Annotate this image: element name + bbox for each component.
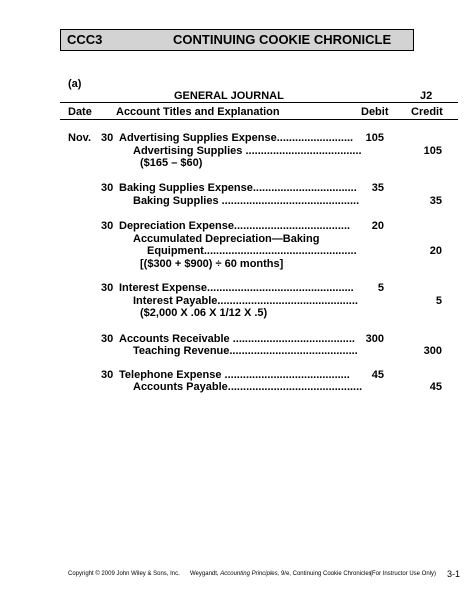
column-date: Date <box>68 106 92 118</box>
credit-account: Accumulated Depreciation—Baking <box>133 233 320 245</box>
header-rule-top <box>60 102 458 103</box>
column-debit: Debit <box>361 106 389 118</box>
credit-amount: 20 <box>429 245 442 257</box>
footer-citation <box>190 571 372 577</box>
credit-amount: 35 <box>429 195 442 207</box>
entry-month: Nov. <box>68 132 92 144</box>
debit-account: Advertising Supplies Expense......................... <box>119 132 354 144</box>
credit-amount: 300 <box>423 345 442 357</box>
column-account: Account Titles and Explanation <box>116 106 280 118</box>
footer-note: (For Instructor Use Only) <box>370 571 437 577</box>
credit-account: Interest Payable.............................................. <box>133 295 358 307</box>
entry-day: 30 <box>101 282 114 294</box>
column-credit: Credit <box>411 106 443 118</box>
entry-explanation: [($300 + $900) ÷ 60 months] <box>140 258 284 270</box>
footer-author: Weygandt, <box>190 571 219 577</box>
debit-amount: 300 <box>365 333 384 345</box>
entry-day: 30 <box>101 220 114 232</box>
journal-title: GENERAL JOURNAL <box>174 90 284 102</box>
debit-amount: 35 <box>371 182 384 194</box>
debit-account: Depreciation Expense...................................... <box>119 220 351 232</box>
header-code: CCC3 <box>67 32 103 47</box>
credit-account: Accounts Payable............................................ <box>133 381 363 393</box>
credit-amount: 45 <box>429 381 442 393</box>
entry-day: 30 <box>101 182 114 194</box>
credit-account: Advertising Supplies ...................................... <box>133 145 362 157</box>
debit-account: Interest Expense................................................ <box>119 282 354 294</box>
page-number: 3-1 <box>447 569 461 579</box>
credit-account: Teaching Revenue.......................................... <box>133 345 358 357</box>
credit-amount: 105 <box>423 145 442 157</box>
credit-account: Baking Supplies ............................................. <box>133 195 360 207</box>
debit-amount: 20 <box>371 220 384 232</box>
entry-day: 30 <box>101 369 114 381</box>
header-rule-bottom <box>60 119 458 120</box>
entry-day: 30 <box>101 333 114 345</box>
footer-edition: 9/e, Continuing Cookie Chronicles <box>280 571 372 577</box>
debit-account: Accounts Receivable ........................................ <box>119 333 355 345</box>
footer-copyright: Copyright © 2009 John Wiley & Sons, Inc. <box>68 571 180 577</box>
debit-account: Telephone Expense ......................................... <box>119 369 350 381</box>
header-title: CONTINUING COOKIE CHRONICLE <box>173 32 392 47</box>
debit-amount: 45 <box>371 369 384 381</box>
debit-amount: 105 <box>365 132 384 144</box>
debit-account: Baking Supplies Expense.................................. <box>119 182 357 194</box>
entry-day: 30 <box>101 132 114 144</box>
part-label: (a) <box>68 78 82 90</box>
entry-explanation: ($165 – $60) <box>140 157 203 169</box>
debit-amount: 5 <box>377 282 384 294</box>
credit-amount: 5 <box>435 295 442 307</box>
footer-book: Accounting Principles, <box>220 571 280 577</box>
journal-page: J2 <box>420 90 433 102</box>
credit-account-continued: Equipment.................................................. <box>147 245 357 257</box>
entry-explanation: ($2,000 X .06 X 1/12 X .5) <box>140 307 268 319</box>
chapter-header <box>60 29 414 51</box>
